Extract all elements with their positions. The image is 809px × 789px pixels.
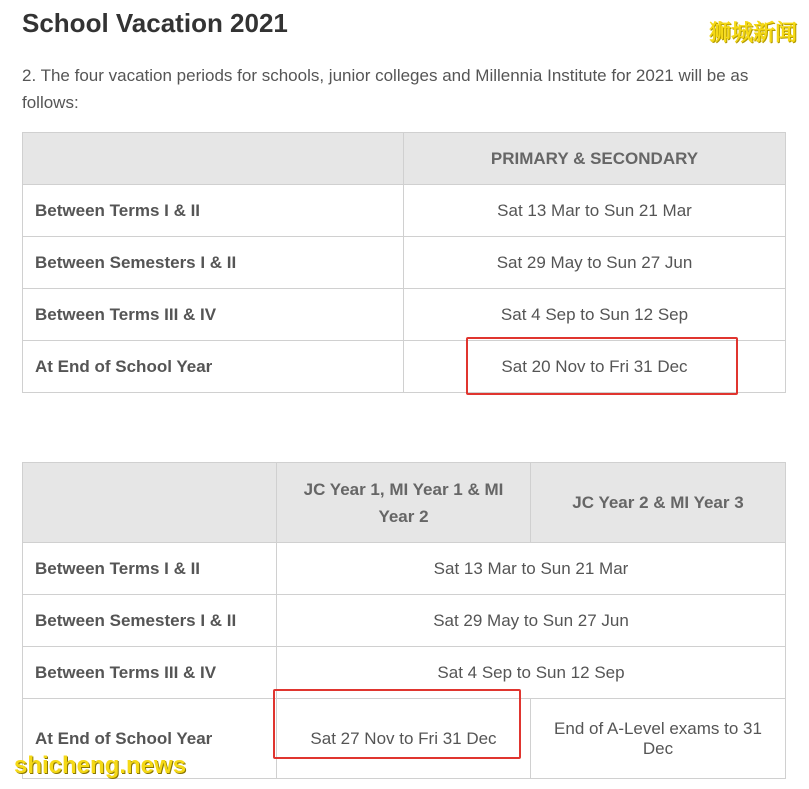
header-empty-cell (23, 133, 404, 185)
table-row (23, 341, 786, 393)
row-value-highlighted (277, 699, 531, 779)
watermark-logo-text: 狮城新闻 (708, 20, 797, 45)
table-row (23, 237, 786, 289)
highlighted-date-range: Sat 20 Nov to Fri 31 Dec (501, 356, 688, 376)
row-value: Sat 4 Sep to Sun 12 Sep (277, 647, 786, 699)
header-empty-cell (23, 463, 277, 543)
table-header-row (23, 463, 786, 543)
row-label: Between Terms III & IV (23, 289, 404, 341)
row-value: End of A-Level exams to 31 Dec (531, 699, 786, 779)
row-label: At End of School Year (23, 699, 277, 779)
row-value: Sat 29 May to Sun 27 Jun (277, 595, 786, 647)
header-jc-year1: JC Year 1, MI Year 1 & MI Year 2 (277, 463, 531, 543)
table-row (23, 185, 786, 237)
highlighted-date-range: Sat 27 Nov to Fri 31 Dec (310, 728, 497, 748)
table-row (23, 289, 786, 341)
row-value-highlighted (404, 341, 786, 393)
jc-mi-vacation-table (22, 462, 786, 779)
row-value: Sat 4 Sep to Sun 12 Sep (404, 289, 786, 341)
intro-paragraph: 2. The four vacation periods for schools, junior colleges and Millennia Institute for 2021 will be as follows: (22, 66, 749, 112)
header-jc-year2: JC Year 2 & MI Year 3 (531, 463, 786, 543)
row-value: Sat 13 Mar to Sun 21 Mar (404, 185, 786, 237)
row-value: Sat 13 Mar to Sun 21 Mar (277, 543, 786, 595)
header-primary-secondary: PRIMARY & SECONDARY (404, 133, 786, 185)
table-row (23, 543, 786, 595)
row-label: Between Semesters I & II (23, 237, 404, 289)
row-label: At End of School Year (23, 341, 404, 393)
row-label: Between Terms I & II (23, 185, 404, 237)
table-row (23, 595, 786, 647)
row-label: Between Semesters I & II (23, 595, 277, 647)
red-highlight-box (273, 689, 521, 759)
site-watermark: shicheng.news (14, 752, 187, 779)
row-label: Between Terms III & IV (23, 647, 277, 699)
table-header-row (23, 133, 786, 185)
page-title: School Vacation 2021 (22, 8, 288, 38)
row-label: Between Terms I & II (23, 543, 277, 595)
row-value: Sat 29 May to Sun 27 Jun (404, 237, 786, 289)
red-highlight-box (466, 337, 738, 395)
primary-secondary-vacation-table (22, 132, 786, 393)
